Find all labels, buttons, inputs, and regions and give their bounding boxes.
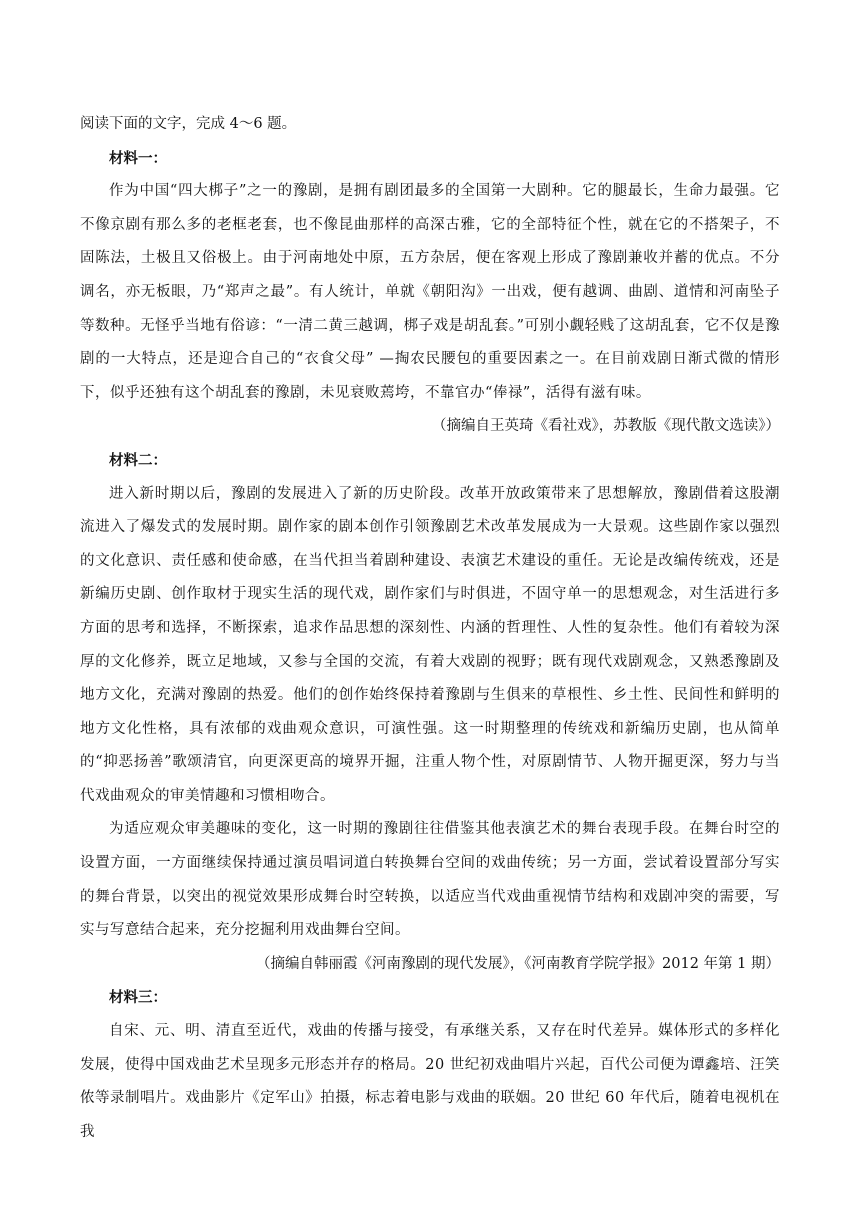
material-two-source: （摘编自韩丽霞《河南豫剧的现代发展》，《河南教育学院学报》2012 年第 1 期） <box>256 955 780 972</box>
material-one-source: （摘编自王英琦《看社戏》，苏教版《现代散文选读》） <box>432 418 780 435</box>
material-three-paragraph: 自宋、元、明、清直至近代，戏曲的传播与接受，有承继关系，又存在时代差异。媒体形式的多样化发展，使得中国戏曲艺术呈现多元形态并存的格局。20 世纪初戏曲唱片兴起，百代公司便为谭鑫培、汪笑侬等录制唱片。戏曲影片《定军山》拍摄，标志着电影与戏曲的联姻。20 世纪 60 年代后，随着电视机在我 <box>80 1023 780 1140</box>
material-two-heading: 材料二： <box>109 451 167 469</box>
material-two-paragraph-1: 进入新时期以后，豫剧的发展进入了新的历史阶段。改革开放政策带来了思想解放，豫剧借着这股潮流进入了爆发式的发展时期。剧作家的剧本创作引领豫剧艺术改革发展成为一大景观。这些剧作家以强烈的文化意识、责任感和使命感，在当代担当着剧种建设、表演艺术建设的重任。无论是改编传统戏，还是新编历史剧、创作取材于现实生活的现代戏，剧作家们与时俱进，不固守单一的思想观念，对生活进行多方面的思考和选择，不断探索，追求作品思想的深刻性、内涵的哲理性、人性的复杂性。他们有着较为深厚的文化修养，既立足地域，又参与全国的交流，有着大戏剧的视野；既有现代戏剧观念，又熟悉豫剧及地方文化，充满对豫剧的热爱。他们的创作始终保持着豫剧与生俱来的草根性、乡土性、民间性和鲜明的地方文化性格，具有浓郁的戏曲观众意识，可演性强。这一时期整理的传统戏和新编历史剧，也从简单的“抑恶扬善”歌颂清官，向更深更高的境界开掘，注重人物个性，对原剧情节、人物开掘更深，努力与当代戏曲观众的审美情趣和习惯相吻合。 <box>80 485 780 804</box>
material-one-paragraph: 作为中国“四大梆子”之一的豫剧，是拥有剧团最多的全国第一大剧种。它的腿最长，生命力最强。它不像京剧有那么多的老框老套，也不像昆曲那样的高深古雅，它的全部特征个性，就在它的不搭架子，不固陈法，土极且又俗极上。由于河南地处中原，五方杂居，便在客观上形成了豫剧兼收并蓄的优点。不分调名，亦无板眼，乃“郑声之最”。有人统计，单就《朝阳沟》一出戏，便有越调、曲剧、道情和河南坠子等数种。无怪乎当地有俗谚：“一清二黄三越调，梆子戏是胡乱套。”可别小觑轻贱了这胡乱套，它不仅是豫剧的一大特点，还是迎合自己的“衣食父母” —掏农民腰包的重要因素之一。在目前戏剧日渐式微的情形下，似乎还独有这个胡乱套的豫剧，未见衰败蔫垮，不靠官办“俸禄”，活得有滋有味。 <box>80 183 780 401</box>
material-one-heading: 材料一： <box>109 149 167 167</box>
material-two-paragraph-2: 为适应观众审美趣味的变化，这一时期的豫剧往往借鉴其他表演艺术的舞台表现手段。在舞台时空的设置方面，一方面继续保持通过演员唱词道白转换舞台空间的戏曲传统；另一方面，尝试着设置部分写实的舞台背景，以突出的视觉效果形成舞台时空转换，以适应当代戏曲重视情节结构和戏剧冲突的需要，写实与写意结合起来，充分挖掘利用戏曲舞台空间。 <box>80 821 780 939</box>
document-page <box>80 108 780 1149</box>
intro-instruction: 阅读下面的文字，完成 4～6 题。 <box>80 116 297 132</box>
material-three-heading: 材料三： <box>109 989 167 1007</box>
